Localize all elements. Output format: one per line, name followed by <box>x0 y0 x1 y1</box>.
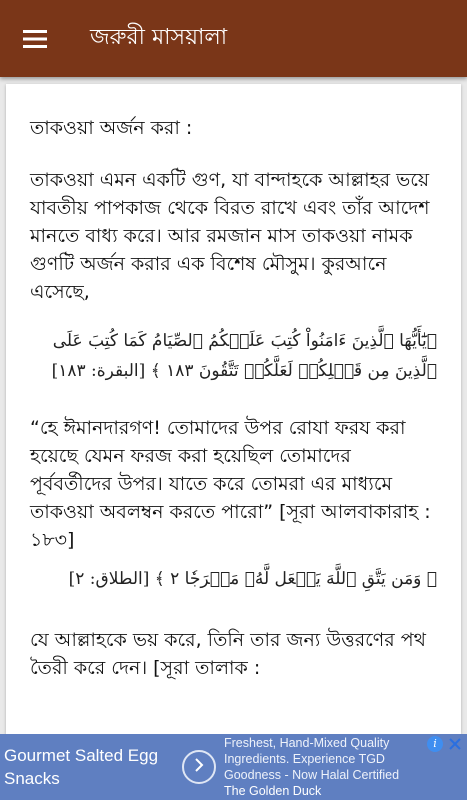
quran-verse-arabic: ﴿يَٰٓأَيُّهَا ٱلَّذِينَ ءَامَنُواْ كُتِبَ عَلَيۡكُمُ ٱلصِّيَامُ كَمَا كُتِبَ عَلَى ٱلَّذِينَ مِن قَبۡلِكُمۡ لَعَلَّكُمۡ تَتَّقُونَ ١٨٣ ﴾ [البقرة: ١٨٣] <box>51 331 437 381</box>
close-icon[interactable] <box>447 736 463 752</box>
article-paragraph: যে আল্লাহকে ভয় করে, তিনি তার জন্য উত্তরণের পথ তৈরী করে দেন। [সূরা তালাক : <box>30 629 426 679</box>
ad-info-icon[interactable]: i <box>427 736 443 752</box>
ad-title[interactable]: Gourmet Salted Egg Snacks <box>4 746 159 788</box>
ad-banner[interactable] <box>0 734 467 800</box>
verse-translation: “হে ঈমানদারগণ! তোমাদের উপর রোযা ফরয করা হয়েছে যেমন ফরজ করা হয়েছিল তোমাদের পূর্ববর্তীদের উপর। যাতে করে তোমরা এর মাধ্যমে তাকওয়া অবলম্বন করতে পারো” [সূরা আলবাকারাহ : ১৮৩] <box>30 417 431 551</box>
ad-controls <box>427 736 463 752</box>
quran-verse-arabic: ﴿ وَمَن يَتَّقِ ٱللَّهَ يَجۡعَل لَّهُۥ مَخۡرَجٗا ٢ ﴾ [الطلاق: ٢] <box>68 569 437 589</box>
page-title: জরুরী মাসয়ালা <box>90 25 228 50</box>
hamburger-menu-icon <box>23 30 47 48</box>
ad-description[interactable] <box>224 735 424 799</box>
article-heading: তাকওয়া অর্জন করা : <box>30 117 193 139</box>
app-bar <box>0 0 467 77</box>
chevron-right-icon <box>193 757 205 777</box>
article-paragraph: তাকওয়া এমন একটি গুণ, যা বান্দাহকে আল্লাহর ভয়ে যাবতীয় পাপকাজ থেকে বিরত রাখে এবং তাঁর আদেশ মানতে বাধ্য করে। আর রমজান মাস তাকওয়া নামক গুণটি অর্জন করার এক বিশেষ মৌসুম। কুরআনে এসেছে, <box>30 169 430 303</box>
article-card[interactable] <box>6 84 461 734</box>
menu-button[interactable] <box>0 0 70 77</box>
ad-sponsor: The Golden Duck <box>224 784 322 798</box>
article-content <box>6 84 461 682</box>
ad-body-text: Freshest, Hand-Mixed Quality Ingredients. Experience TGD Goodness - Now Halal Certified <box>224 736 400 782</box>
ad-open-button[interactable] <box>182 750 216 784</box>
